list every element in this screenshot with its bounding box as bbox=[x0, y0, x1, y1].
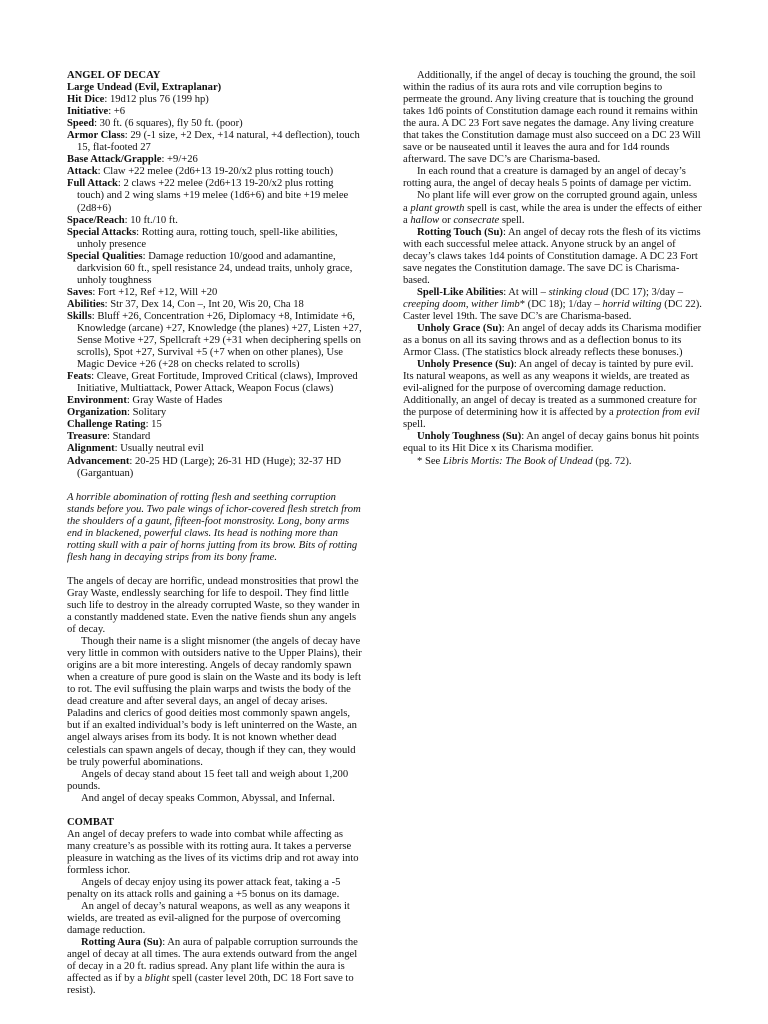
statblock-entry bbox=[67, 251, 363, 287]
statblock-entry bbox=[67, 130, 363, 154]
left-column bbox=[67, 70, 363, 997]
statblock-entry-value: : 10 ft./10 ft. bbox=[124, 214, 178, 226]
statblock-entry-value: : Bluff +26, Concentration +26, Diplomacy +8, Intimidate +6, Knowledge (arcane) +27, Knowledge (the planes) +27, Listen +27, Sense Motive +27, Spellcraft +29 (+31 when deciphering spells on scrolls), Spot +27, Survival +5 (+7 when on other planes), Use Magic Device +26 (+28 on checks related to scrolls) bbox=[77, 310, 362, 371]
statblock-entry-value: : Usually neutral evil bbox=[114, 443, 204, 455]
statblock-entry-label: Skills bbox=[67, 310, 92, 322]
text-run: No plant life will ever grow on the corrupted ground again, unless a bbox=[403, 190, 698, 214]
spell-like-abilities-paragraph bbox=[403, 287, 703, 323]
statblock-entry-label: Initiative bbox=[67, 106, 109, 118]
statblock-entry-value: : 30 ft. (6 squares), fly 50 ft. (poor) bbox=[94, 118, 243, 130]
statblock-entry-value: : Damage reduction 10/good and adamantine, darkvision 60 ft., spell resistance 24, undead traits, unholy grace, unholy toughness bbox=[77, 250, 353, 286]
text-run: spell. bbox=[499, 214, 525, 226]
plant-life-paragraph bbox=[403, 190, 703, 226]
unholy-grace-paragraph bbox=[403, 323, 703, 359]
rotting-aura-label: Rotting Aura (Su) bbox=[81, 937, 163, 949]
statblock-entry-value: : Fort +12, Ref +12, Will +20 bbox=[92, 286, 218, 298]
text-run: spell. bbox=[403, 419, 426, 431]
text-run: or bbox=[439, 214, 454, 226]
statblock-entry-label: Saves bbox=[67, 286, 93, 298]
statblock-entry bbox=[67, 443, 363, 455]
statblock-entry-label: Environment bbox=[67, 395, 127, 407]
spell-name: stinking cloud bbox=[548, 286, 609, 298]
text-run: * (DC 18); 1/day – bbox=[519, 298, 603, 310]
description-paragraph: Though their name is a slight misnomer (the angels of decay have very little in common with outsiders native to the Upper Plains), their origins are a bit more interesting. Angels of decay randomly spawn when a creature of pure good is slain on the Waste and its body is left to rot. The evil suffusing the plain warps and twists the body of the dead creature and after several days, an angel of decay arises. Paladins and clerics of good deities most commonly spawn angels, but if an exalted individual’s body is left uninterred on the Waste, an angel always arises from its body. It is not known whether dead celestials can spawn angels of decay, though if they can, they would be truly powerful abominations. bbox=[67, 636, 362, 768]
statblock-entry-value: : Rotting aura, rotting touch, spell-like abilities, unholy presence bbox=[77, 226, 338, 250]
text-run: : An angel of decay adds its Charisma modifier as a bonus on all its saving throws and as a deflection bonus to its Armor Class. (The statistics block already reflects these bonuses.) bbox=[403, 322, 702, 359]
unholy-presence-label: Unholy Presence (Su) bbox=[417, 359, 514, 371]
statblock-entry bbox=[67, 215, 363, 227]
statblock-entry-value: : +9/+26 bbox=[161, 154, 198, 166]
spell-name: blight bbox=[144, 973, 170, 985]
book-title: Libris Mortis: The Book of Undead bbox=[442, 455, 593, 467]
flavor-text: A horrible abomination of rotting flesh and seething corruption stands before you. Two pale wings of ichor-covered flesh stretch from the shoulders of a gaunt, fifteen-foot monstrosity. Long, bony arms end in blackened, powerful claws. Its head is nothing more than rotting skull with a pair of horns jutting from its brow. Bits of rotting flesh hang in decaying strips from its bony frame. bbox=[67, 491, 361, 563]
statblock-entry bbox=[67, 94, 363, 106]
text-run: (pg. 72). bbox=[592, 455, 632, 467]
text-run: (DC 17); 3/day – bbox=[608, 286, 684, 298]
statblock-entry bbox=[67, 395, 363, 407]
statblock-entry-label: Organization bbox=[67, 407, 128, 419]
spell-name: consecrate bbox=[453, 214, 500, 226]
aura-continued-paragraph: Additionally, if the angel of decay is touching the ground, the soil within the radius of its aura rots and vile corruption begins to permeate the ground. Any living creature that is touching the ground takes 1d6 points of Constitution damage each round it remains within the aura. A DC 23 Fort save negates the damage. Any living creature that takes the Constitution damage must also succeed on a DC 23 Will save or be nauseated until it leaves the aura and for 1d4 rounds afterward. The save DC’s are Charisma-based. bbox=[403, 70, 701, 166]
statblock-entry-value: : 2 claws +22 melee (2d6+13 19-20/x2 plus rotting touch) and 2 wing slams +19 melee (1d6+6) and bite +19 melee (2d8+6) bbox=[77, 178, 349, 214]
spell-name: hallow bbox=[410, 214, 440, 226]
statblock-entry-value: : Solitary bbox=[127, 407, 167, 419]
spell-name: creeping doom bbox=[403, 298, 466, 310]
footnote bbox=[403, 456, 703, 468]
statblock-entry-label: Full Attack bbox=[67, 178, 118, 190]
statblock-entry bbox=[67, 456, 363, 480]
description-paragraph: And angel of decay speaks Common, Abyssal, and Infernal. bbox=[81, 792, 335, 804]
statblock-entry bbox=[67, 431, 363, 443]
statblock-entry-label: Alignment bbox=[67, 443, 115, 455]
statblock-entry-label: Attack bbox=[67, 166, 98, 178]
rotting-aura-paragraph bbox=[67, 937, 363, 997]
rotting-aura-text: : An aura of palpable corruption surrounds the angel of decay at all times. The aura extends outward from the angel of decay in a 20 ft. radius spread. Any plant life within the aura is affected as if by a bbox=[67, 937, 358, 985]
statblock-entry-value: : Cleave, Great Fortitude, Improved Critical (claws), Improved Initiative, Multiattack, Power Attack, Weapon Focus (claws) bbox=[77, 371, 358, 395]
statblock-entry-label: Speed bbox=[67, 118, 95, 130]
statblock-entry-value: : Gray Waste of Hades bbox=[126, 395, 223, 407]
statblock-entry-value: : Claw +22 melee (2d6+13 19-20/x2 plus rotting touch) bbox=[97, 166, 334, 178]
statblock-entry-label: Special Attacks bbox=[67, 226, 137, 238]
statblock-entry-label: Advancement bbox=[67, 455, 130, 467]
statblock-entry-label: Base Attack/Grapple bbox=[67, 154, 162, 166]
spell-name: plant growth bbox=[410, 202, 465, 214]
unholy-grace-label: Unholy Grace (Su) bbox=[417, 322, 502, 334]
statblock-title: ANGEL OF DECAY bbox=[67, 70, 161, 81]
rotting-touch-paragraph bbox=[403, 227, 703, 287]
statblock-entry-label: Abilities bbox=[67, 298, 105, 310]
statblock-entry bbox=[67, 299, 363, 311]
statblock-entry bbox=[67, 287, 363, 299]
text-run: (DC 22). Caster level 19th. The save DC’s are Charisma-based. bbox=[403, 298, 702, 322]
statblock-entry-value: : +6 bbox=[108, 106, 126, 118]
text-run: : At will – bbox=[503, 286, 549, 298]
text-run: , bbox=[465, 298, 472, 310]
combat-paragraph: An angel of decay’s natural weapons, as well as any weapons it wields, are treated as evil-aligned for the purpose of overcoming damage reduction. bbox=[67, 901, 350, 937]
statblock-entry bbox=[67, 419, 363, 431]
right-column bbox=[403, 70, 703, 468]
statblock-entry-value: : 19d12 plus 76 (199 hp) bbox=[104, 94, 209, 106]
combat-paragraph: An angel of decay prefers to wade into combat while affecting as many creature’s as possible with its rotting aura. It takes a perverse pleasure in watching as the lives of its victims drip and rot away into formless ichor. bbox=[67, 828, 359, 876]
statblock-entry-value: : 15 bbox=[145, 419, 162, 431]
spell-name: horrid wilting bbox=[602, 298, 662, 310]
rotting-touch-label: Rotting Touch (Su) bbox=[417, 226, 503, 238]
statblock-entry bbox=[67, 166, 363, 178]
statblock-entry-label: Armor Class bbox=[67, 130, 125, 142]
text-run: : An angel of decay rots the flesh of its victims with each successful melee attack. Anyone struck by an angel of decay’s claws takes 1d4 points of Constitution damage. A DC 23 Fort save negates the Constitution damage. The save DC is Charisma-based. bbox=[403, 226, 701, 286]
text-run: * See bbox=[417, 455, 443, 467]
text-run: : An angel of decay is tainted by pure evil. Its natural weapons, as well as any weapons it wields, are treated as evil-aligned for the purpose of overcoming damage reduction. Additionally, an angel of decay is treated as a summoned creature for the purpose of determining how it is affected by a bbox=[403, 359, 697, 419]
spell-name: wither limb bbox=[471, 298, 520, 310]
statblock-entry bbox=[67, 118, 363, 130]
spell-name: protection from evil bbox=[616, 407, 700, 419]
text-run: : An angel of decay gains bonus hit points equal to its Hit Dice x its Charisma modifier. bbox=[403, 431, 699, 455]
statblock-entry bbox=[67, 154, 363, 166]
statblock-entry-value: : 20-25 HD (Large); 26-31 HD (Huge); 32-37 HD (Gargantuan) bbox=[77, 455, 342, 479]
combat-heading: COMBAT bbox=[67, 816, 114, 828]
statblock-entry-label: Special Qualities bbox=[67, 250, 143, 262]
statblock-entry-value: : Str 37, Dex 14, Con –, Int 20, Wis 20, Cha 18 bbox=[104, 298, 304, 310]
statblock-entry-label: Hit Dice bbox=[67, 94, 105, 106]
description-paragraph: The angels of decay are horrific, undead monstrosities that prowl the Gray Waste, endlessly searching for life to despoil. They find little such life to destroy in the already corrupted Waste, so they wander in a constantly maddened state. Even the native fiends shun any angels of decay. bbox=[67, 575, 360, 636]
description-paragraph: Angels of decay stand about 15 feet tall and weigh about 1,200 pounds. bbox=[67, 768, 349, 792]
statblock-entry bbox=[67, 227, 363, 251]
statblock-entry bbox=[67, 178, 363, 214]
statblock-entry-label: Treasure bbox=[67, 431, 108, 443]
statblock-entries bbox=[67, 94, 363, 480]
aura-heal-paragraph: In each round that a creature is damaged by an angel of decay’s rotting aura, the angel of decay heals 5 points of damage per victim. bbox=[403, 166, 692, 190]
spell-like-abilities-label: Spell-Like Abilities bbox=[417, 286, 504, 298]
statblock-entry bbox=[67, 371, 363, 395]
statblock-entry bbox=[67, 106, 363, 118]
text-run: spell is cast, while the area is under the effects of either a bbox=[403, 202, 702, 226]
statblock-entry-value: : 29 (-1 size, +2 Dex, +14 natural, +4 deflection), touch 15, flat-footed 27 bbox=[77, 130, 360, 154]
statblock-subtitle: Large Undead (Evil, Extraplanar) bbox=[67, 82, 222, 94]
unholy-toughness-paragraph bbox=[403, 431, 703, 455]
rotting-aura-text: spell (caster level 20th, DC 18 Fort save to resist). bbox=[67, 973, 354, 997]
unholy-presence-paragraph bbox=[403, 359, 703, 431]
statblock-entry-value: : Standard bbox=[107, 431, 151, 443]
combat-paragraph: Angels of decay enjoy using its power attack feat, taking a -5 penalty on its attack rolls and gaining a +5 bonus on its damage. bbox=[67, 877, 341, 901]
statblock-entry-label: Space/Reach bbox=[67, 214, 125, 226]
unholy-toughness-label: Unholy Toughness (Su) bbox=[417, 431, 522, 443]
statblock-entry bbox=[67, 311, 363, 371]
statblock-entry bbox=[67, 407, 363, 419]
statblock-entry-label: Feats bbox=[67, 371, 92, 383]
statblock-entry-label: Challenge Rating bbox=[67, 419, 146, 431]
